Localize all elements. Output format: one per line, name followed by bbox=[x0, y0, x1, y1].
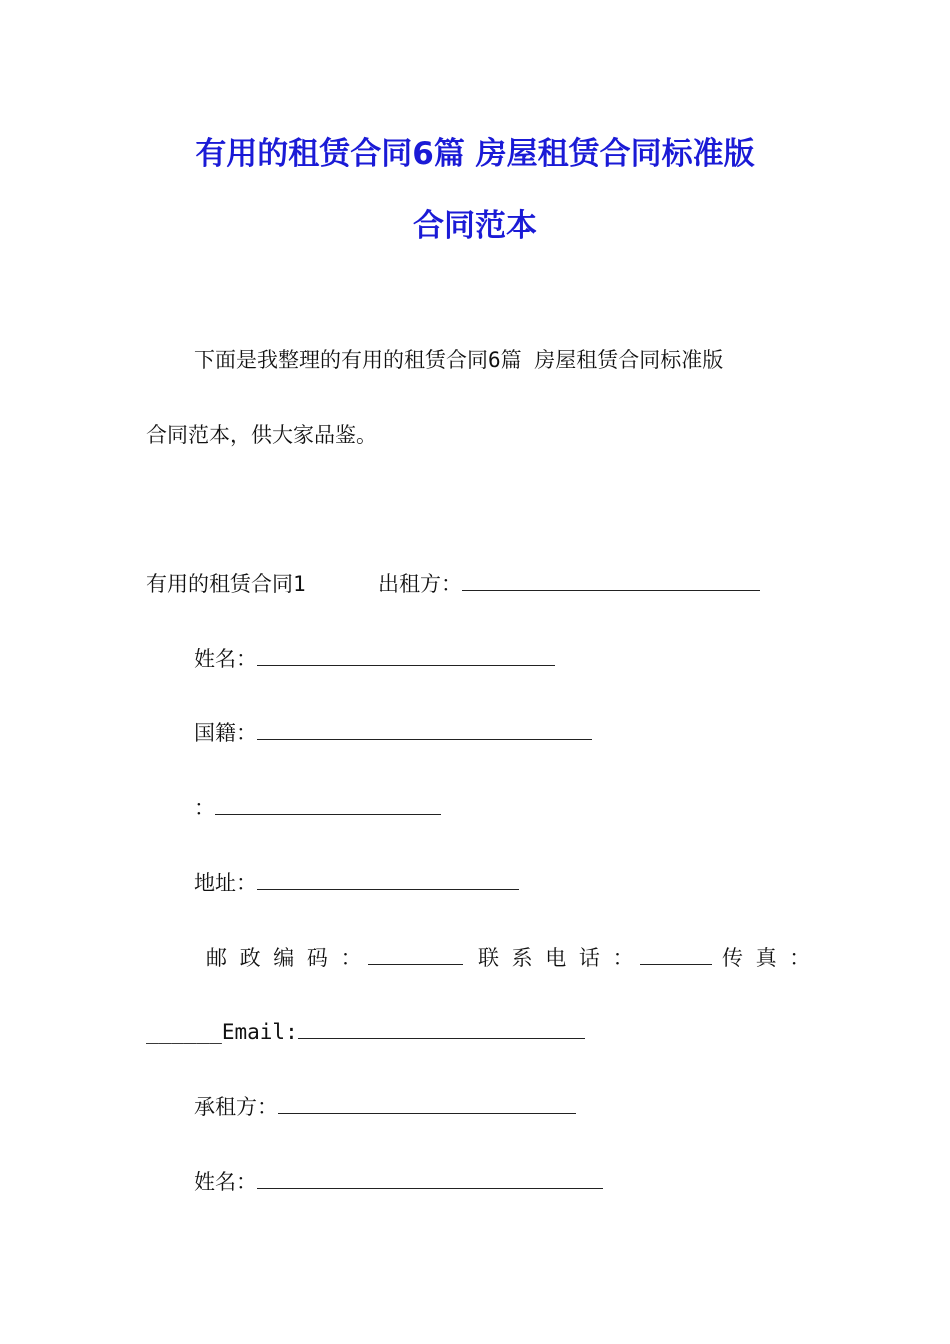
fax-email-line bbox=[146, 1017, 585, 1047]
lessee-field bbox=[194, 1092, 576, 1122]
phone-label: 联 系 电 话 ： bbox=[478, 946, 634, 970]
document-title-line-1: 有用的租赁合同6篇 房屋租赁合同标准版 bbox=[195, 136, 755, 172]
unlabeled-field bbox=[194, 793, 441, 823]
email-label: Email: bbox=[221, 1020, 298, 1044]
lessee-blank bbox=[278, 1095, 576, 1114]
lessor-blank bbox=[462, 572, 760, 591]
unlabeled-blank bbox=[215, 796, 441, 815]
nationality-blank bbox=[257, 721, 592, 740]
email-blank bbox=[298, 1020, 585, 1039]
phone-blank bbox=[640, 946, 712, 965]
lessor-label: 出租方： bbox=[378, 572, 462, 596]
lessor-name-field bbox=[194, 644, 555, 674]
fax-blank: ______ bbox=[146, 1020, 222, 1044]
lessor-name-label: 姓名： bbox=[194, 647, 257, 671]
nationality-field bbox=[194, 718, 592, 748]
lessor-name-blank bbox=[257, 647, 555, 666]
lessee-name-blank bbox=[257, 1170, 603, 1189]
lessor-field bbox=[378, 569, 760, 599]
document-title-line-2: 合同范本 bbox=[413, 208, 537, 244]
postcode-field bbox=[206, 943, 463, 973]
lessee-name-label: 姓名： bbox=[194, 1170, 257, 1194]
lessee-name-field bbox=[194, 1167, 603, 1197]
intro-paragraph-line-1: 下面是我整理的有用的租赁合同6篇 房屋租赁合同标准版 bbox=[194, 348, 724, 372]
postcode-label: 邮 政 编 码 ： bbox=[206, 946, 362, 970]
fax-label: 传 真 ： bbox=[722, 946, 811, 970]
intro-paragraph-line-2: 合同范本，供大家品鉴。 bbox=[146, 423, 377, 447]
nationality-label: 国籍： bbox=[194, 721, 257, 745]
section-1-heading: 有用的租赁合同1 bbox=[146, 572, 306, 596]
lessee-label: 承租方： bbox=[194, 1095, 278, 1119]
postcode-blank bbox=[368, 946, 463, 965]
phone-field bbox=[478, 943, 712, 973]
address-label: 地址： bbox=[194, 871, 257, 895]
address-field bbox=[194, 868, 519, 898]
address-blank bbox=[257, 871, 519, 890]
unlabeled-colon: ： bbox=[194, 796, 215, 820]
